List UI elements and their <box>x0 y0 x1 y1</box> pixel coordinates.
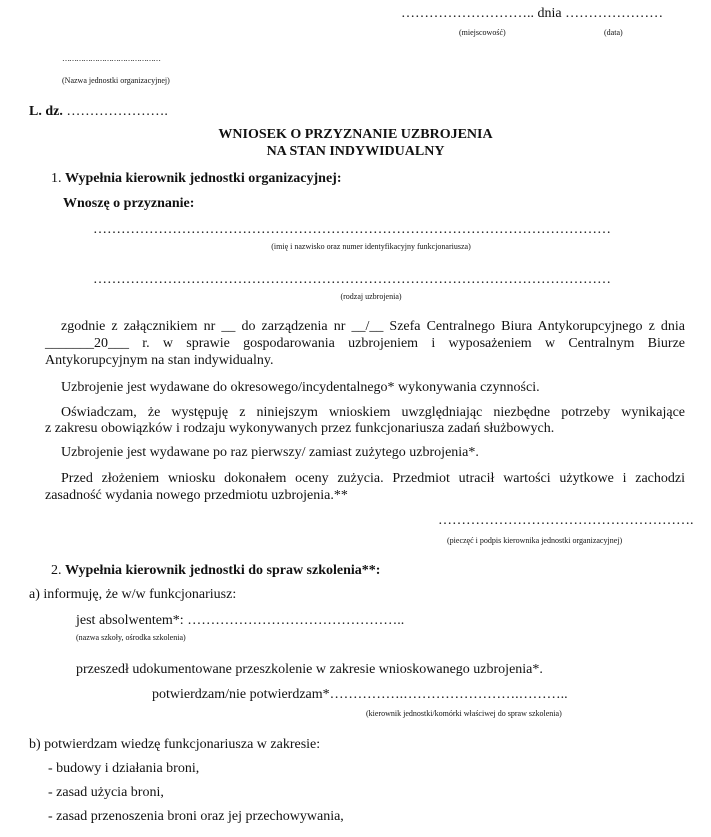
confirm-caption: (kierownik jednostki/komórki właściwej do spraw szkolenia) <box>366 709 562 718</box>
graduate-caption: (nazwa szkoły, ośrodka szkolenia) <box>76 633 186 642</box>
section1-number: 1. <box>51 171 62 186</box>
section2-number: 2. <box>51 563 62 578</box>
section1-heading-text: Wypełnia kierownik jednostki organizacyjnej: <box>65 171 342 186</box>
first-time-paragraph: Uzbrojenie jest wydawane po raz pierwszy/ zamiast zużytego uzbrojenia*. <box>61 445 479 460</box>
purpose-paragraph: Uzbrojenie jest wydawane do okresowego/incydentalnego* wykonywania czynności. <box>61 380 540 395</box>
knowledge-item: - budowy i działania broni, <box>48 761 200 776</box>
place-caption: (miejscowość) <box>459 28 506 37</box>
section1-heading <box>51 170 342 187</box>
declaration-paragraph-line-2: z zakresu obowiązków i rodzaju wykonywanych przez funkcjonariusza zadań służbowych. <box>45 421 555 436</box>
assessment-paragraph-line-2: zasadność wydania nowego przedmiotu uzbrojenia.** <box>45 488 348 503</box>
item-b: b) potwierdzam wiedzę funkcjonariusza w zakresie: <box>29 737 321 752</box>
confirm-field[interactable]: potwierdzam/nie potwierdzam*…………….…………………….……….. <box>152 687 568 702</box>
title-line-1: WNIOSEK O PRZYZNANIE UZBROJENIA <box>218 127 493 142</box>
title-line-2: NA STAN INDYWIDUALNY <box>266 144 445 159</box>
officer-name-field[interactable]: ………………………………………………………………………………………………… <box>93 222 611 237</box>
section2-heading <box>51 562 380 579</box>
weapon-type-field[interactable]: ………………………………………………………………………………………………… <box>93 272 611 287</box>
officer-name-caption: (imię i nazwisko oraz numer identyfikacyjny funkcjonariusza) <box>271 242 471 251</box>
weapon-type-caption: (rodzaj uzbrojenia) <box>340 292 402 301</box>
knowledge-item: - zasad przenoszenia broni oraz jej przechowywania, <box>48 809 344 824</box>
signature-field[interactable]: ………………………………………………. <box>438 513 694 528</box>
regulation-paragraph-line-1: zgodnie z załącznikiem nr __ do zarządzenia nr __/__ Szefa Centralnego Biura Antykorupcyjnego z dnia <box>61 319 685 334</box>
graduate-field[interactable]: jest absolwentem*: ……………………………………….. <box>76 613 405 628</box>
regulation-paragraph-line-3: Antykorupcyjnym na stan indywidualny. <box>45 353 274 368</box>
training-line: przeszedł udokumentowane przeszkolenie w zakresie wnioskowanego uzbrojenia*. <box>76 662 543 677</box>
request-label: Wnoszę o przyznanie: <box>63 196 195 211</box>
signature-caption: (pieczęć i podpis kierownika jednostki organizacyjnej) <box>447 536 623 545</box>
ref-number[interactable] <box>29 103 168 120</box>
date-caption: (data) <box>604 28 623 37</box>
declaration-paragraph-line-1: Oświadczam, że występuję z niniejszym wnioskiem uwzględniając niezbędne potrzeby wynikające <box>61 405 685 420</box>
unit-caption: (Nazwa jednostki organizacyjnej) <box>62 76 170 85</box>
unit-dots[interactable]: …………………………………… <box>62 54 160 63</box>
section2-heading-text: Wypełnia kierownik jednostki do spraw szkolenia**: <box>65 563 381 578</box>
item-a: a) informuję, że w/w funkcjonariusz: <box>29 587 237 602</box>
knowledge-item: - zasad użycia broni, <box>48 785 164 800</box>
assessment-paragraph-line-1: Przed złożeniem wniosku dokonałem oceny zużycia. Przedmiot utracił wartości użytkowe i zachodzi <box>61 471 685 486</box>
place-date-line[interactable]: ……………………….. dnia ………………… <box>401 6 664 21</box>
ref-number-text: L. dz. …………………. <box>29 104 168 119</box>
regulation-paragraph-line-2: _______20___ r. w sprawie gospodarowania uzbrojeniem i wyposażeniem w Centralnym Biurze <box>45 336 685 351</box>
